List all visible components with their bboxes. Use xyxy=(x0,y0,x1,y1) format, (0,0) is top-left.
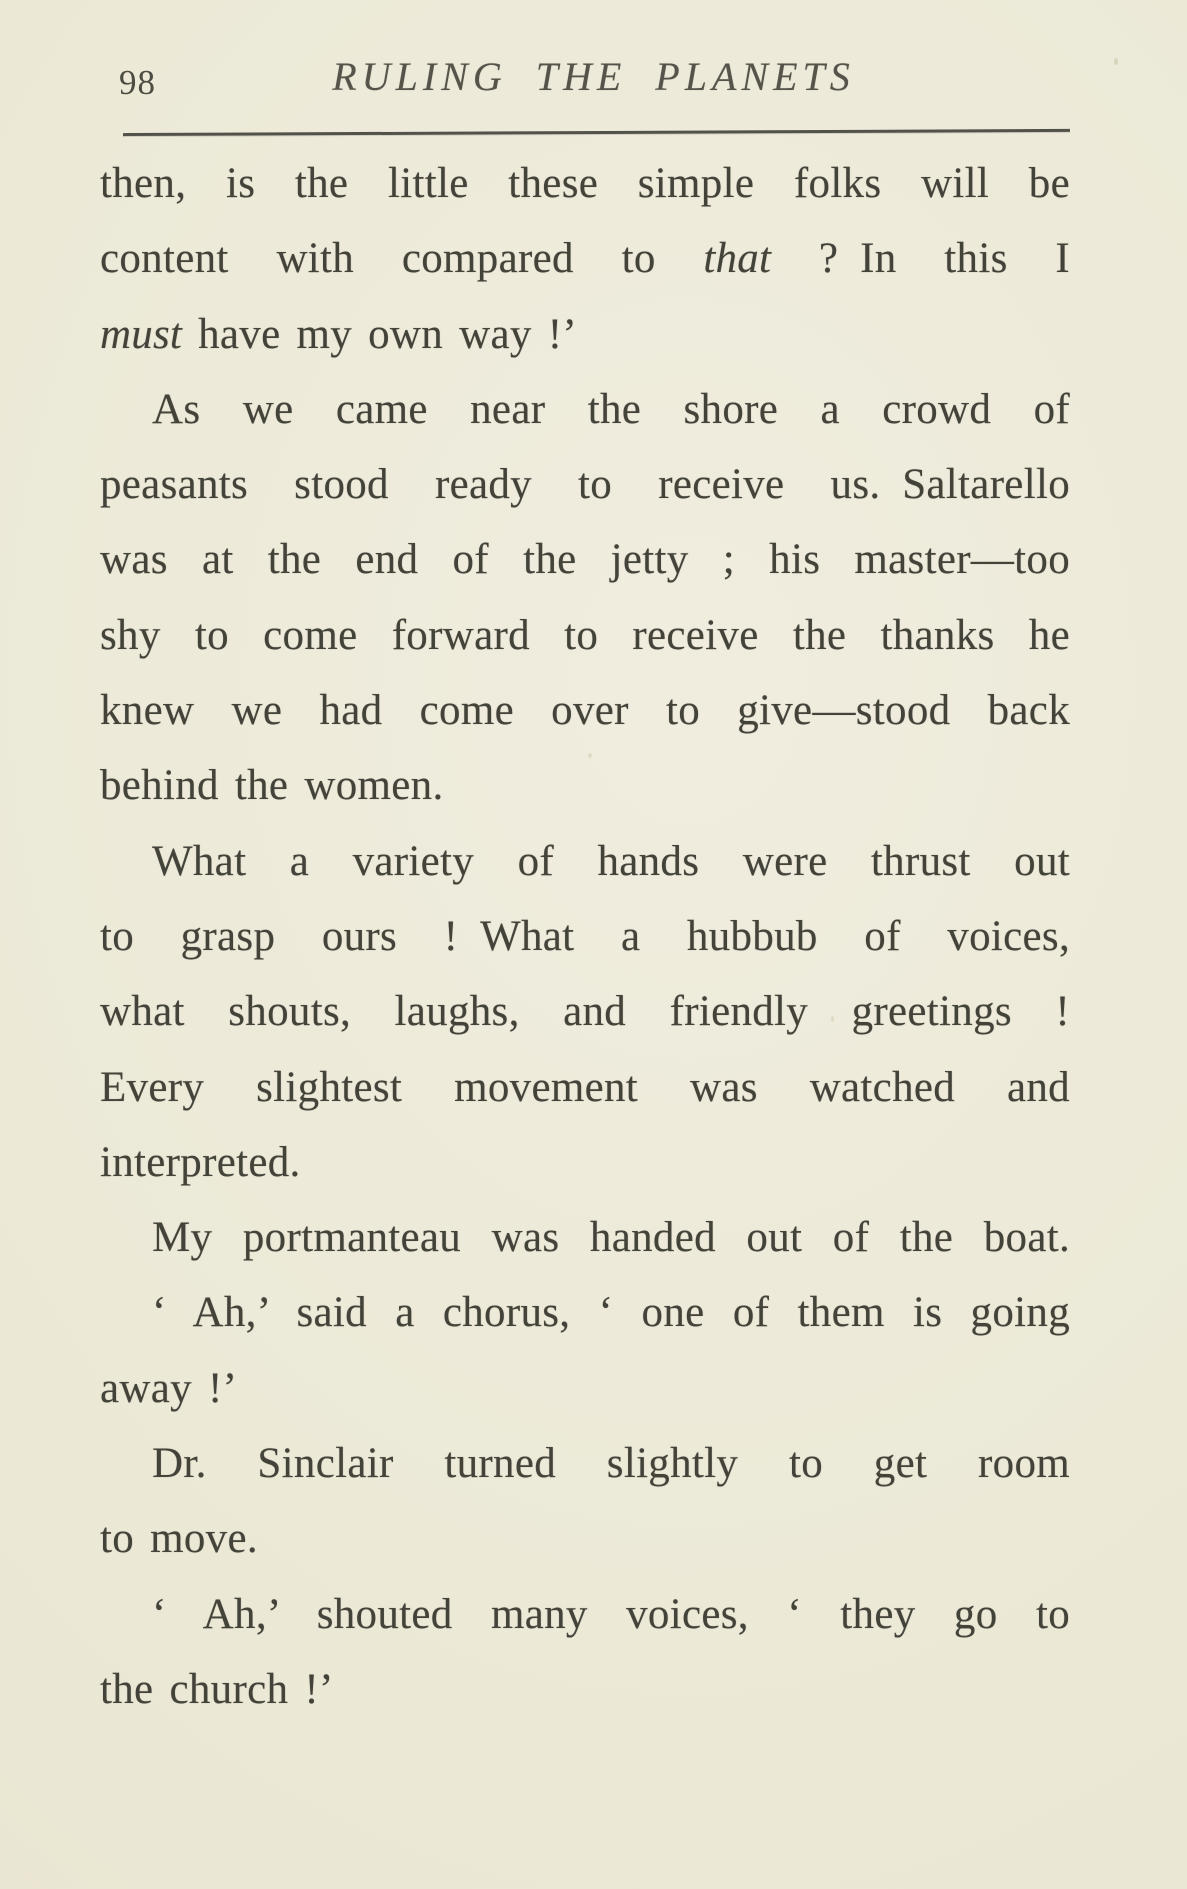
paragraph xyxy=(100,1426,1070,1577)
paragraph xyxy=(100,1275,1070,1426)
header-rule xyxy=(123,129,1070,136)
text-line: then, is the little these simple folks will be xyxy=(100,160,1070,207)
text-line: to move. xyxy=(100,1515,258,1563)
text-line: knew we had come over to give—stood back xyxy=(100,687,1070,735)
text-line: Every slightest movement was watched and xyxy=(100,1063,1070,1111)
paragraph xyxy=(100,372,1070,824)
text-line: peasants stood ready to receive us. Saltarello xyxy=(100,461,1070,509)
text-line: Dr. Sinclair turned slightly to get room xyxy=(152,1440,1070,1488)
page-number: 98 xyxy=(119,63,156,102)
text-line: ‘ Ah,’ shouted many voices, ‘ they go to xyxy=(152,1590,1070,1638)
text-line: what shouts, laughs, and friendly greetings ! xyxy=(100,988,1070,1036)
paragraph xyxy=(100,1200,1070,1275)
text-line: What a variety of hands were thrust out xyxy=(152,837,1070,885)
text-line: behind the women. xyxy=(100,762,444,810)
text-block xyxy=(100,146,1070,1727)
text-line: shy to come forward to receive the thanks he xyxy=(100,611,1070,659)
text-line: away !’ xyxy=(100,1364,238,1412)
paragraph xyxy=(100,146,1070,372)
running-title: RULING THE PLANETS xyxy=(332,54,855,99)
text-line: content with compared to that ? In this I xyxy=(100,235,1071,283)
text-line: was at the end of the jetty ; his master—too xyxy=(100,536,1070,584)
text-line: must have my own way !’ xyxy=(100,310,577,358)
text-line: interpreted. xyxy=(100,1138,301,1186)
text-line: to grasp ours ! What a hubbub of voices, xyxy=(100,912,1070,960)
text-line: ‘ Ah,’ said a chorus, ‘ one of them is going xyxy=(152,1289,1070,1337)
page-header xyxy=(0,54,1187,107)
text-line: My portmanteau was handed out of the boat. xyxy=(152,1214,1070,1262)
text-line: As we came near the shore a crowd of xyxy=(152,385,1070,433)
paragraph xyxy=(100,824,1070,1200)
text-line: the church !’ xyxy=(100,1665,334,1713)
paragraph xyxy=(100,1577,1070,1728)
